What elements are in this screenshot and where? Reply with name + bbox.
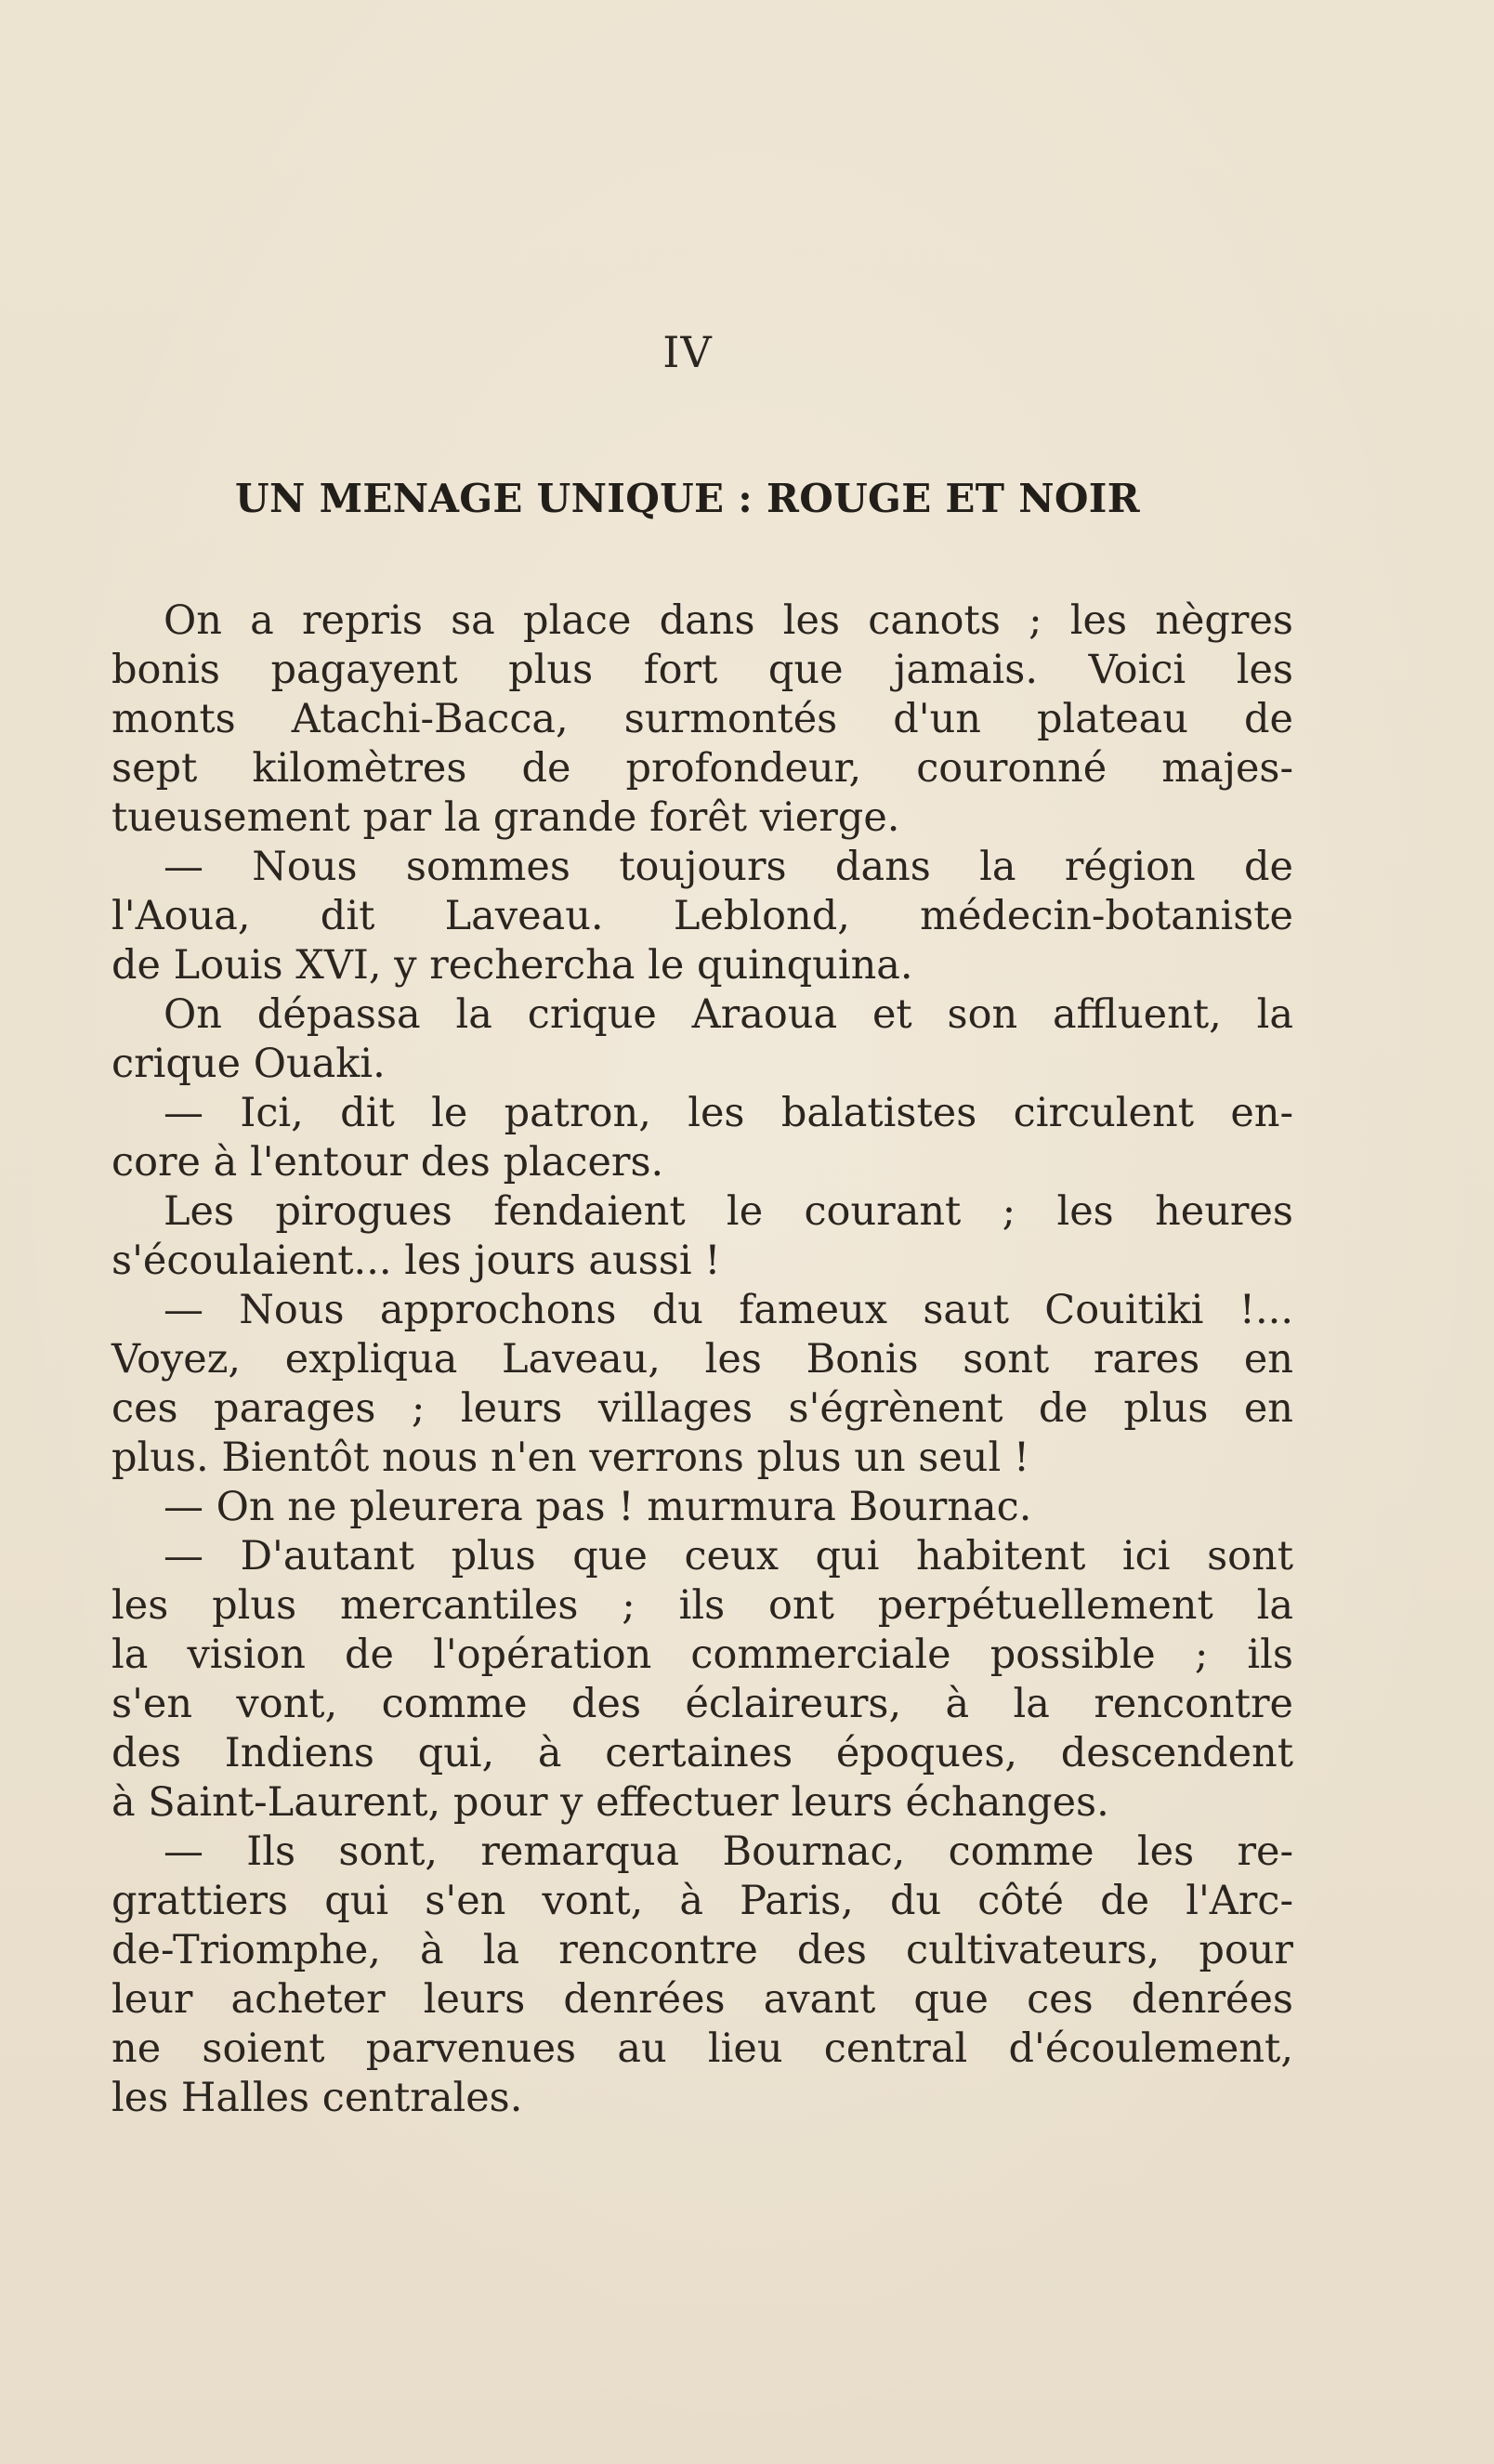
text-line: — Ils sont, remarqua Bournac, comme les re-: [164, 1828, 1293, 1875]
text-line: — Ici, dit le patron, les balatistes circulent en-: [164, 1090, 1293, 1136]
text-line: Les pirogues fendaient le courant ; les heures: [164, 1188, 1293, 1235]
text-line: — Nous approchons du fameux saut Couitiki !...: [164, 1287, 1293, 1333]
paragraph: [111, 1532, 1293, 1828]
text-line: s'écoulaient... les jours aussi !: [111, 1238, 721, 1284]
text-line: bonis pagayent plus fort que jamais. Voici les: [111, 647, 1293, 693]
text-line: s'en vont, comme des éclaireurs, à la rencontre: [111, 1681, 1293, 1727]
text-line: à Saint-Laurent, pour y effectuer leurs échanges.: [111, 1779, 1109, 1826]
paragraph: [111, 596, 1293, 843]
text-line: des Indiens qui, à certaines époques, descendent: [111, 1730, 1293, 1776]
text-line: ne soient parvenues au lieu central d'écoulement,: [111, 2025, 1293, 2072]
text-line: Voyez, expliqua Laveau, les Bonis sont rares en: [111, 1336, 1293, 1383]
text-line: monts Atachi-Bacca, surmontés d'un plateau de: [111, 696, 1293, 742]
text-line: crique Ouaki.: [111, 1041, 386, 1087]
paragraph: [111, 1483, 1293, 1532]
text-line: la vision de l'opération commerciale possible ; ils: [111, 1632, 1293, 1678]
paragraph: [111, 1286, 1293, 1483]
text-line: leur acheter leurs denrées avant que ces denrées: [111, 1976, 1293, 2023]
paragraph: [111, 1089, 1293, 1187]
text-line: tueusement par la grande forêt vierge.: [111, 794, 900, 841]
text-line: l'Aoua, dit Laveau. Leblond, médecin-botaniste: [111, 893, 1293, 939]
paragraph: [111, 990, 1293, 1089]
text-line: grattiers qui s'en vont, à Paris, du côté de l'Arc-: [111, 1878, 1293, 1924]
text-line: On a repris sa place dans les canots ; les nègres: [164, 597, 1293, 644]
text-line: les Halles centrales.: [111, 2075, 523, 2121]
text-line: On dépassa la crique Araoua et son affluent, la: [164, 991, 1293, 1038]
chapter-number: IV: [662, 327, 713, 377]
paragraph: [111, 843, 1293, 990]
text-line: de Louis XVI, y rechercha le quinquina.: [111, 942, 913, 989]
text-line: — On ne pleurera pas ! murmura Bournac.: [164, 1484, 1032, 1530]
text-line: ces parages ; leurs villages s'égrènent de plus en: [111, 1385, 1293, 1432]
text-line: de-Triomphe, à la rencontre des cultivateurs, pour: [111, 1927, 1293, 1973]
text-line: plus. Bientôt nous n'en verrons plus un seul !: [111, 1435, 1030, 1481]
text-line: sept kilomètres de profondeur, couronné majes-: [111, 745, 1293, 792]
chapter-title: UN MENAGE UNIQUE : ROUGE ET NOIR: [235, 476, 1140, 521]
text-line: core à l'entour des placers.: [111, 1139, 664, 1186]
text-line: — Nous sommes toujours dans la région de: [164, 844, 1293, 890]
paragraph: [111, 1828, 1293, 2123]
text-line: les plus mercantiles ; ils ont perpétuellement la: [111, 1582, 1293, 1629]
paragraph: [111, 1187, 1293, 1286]
chapter-body: [111, 596, 1293, 2123]
text-line: — D'autant plus que ceux qui habitent ici sont: [164, 1533, 1293, 1579]
